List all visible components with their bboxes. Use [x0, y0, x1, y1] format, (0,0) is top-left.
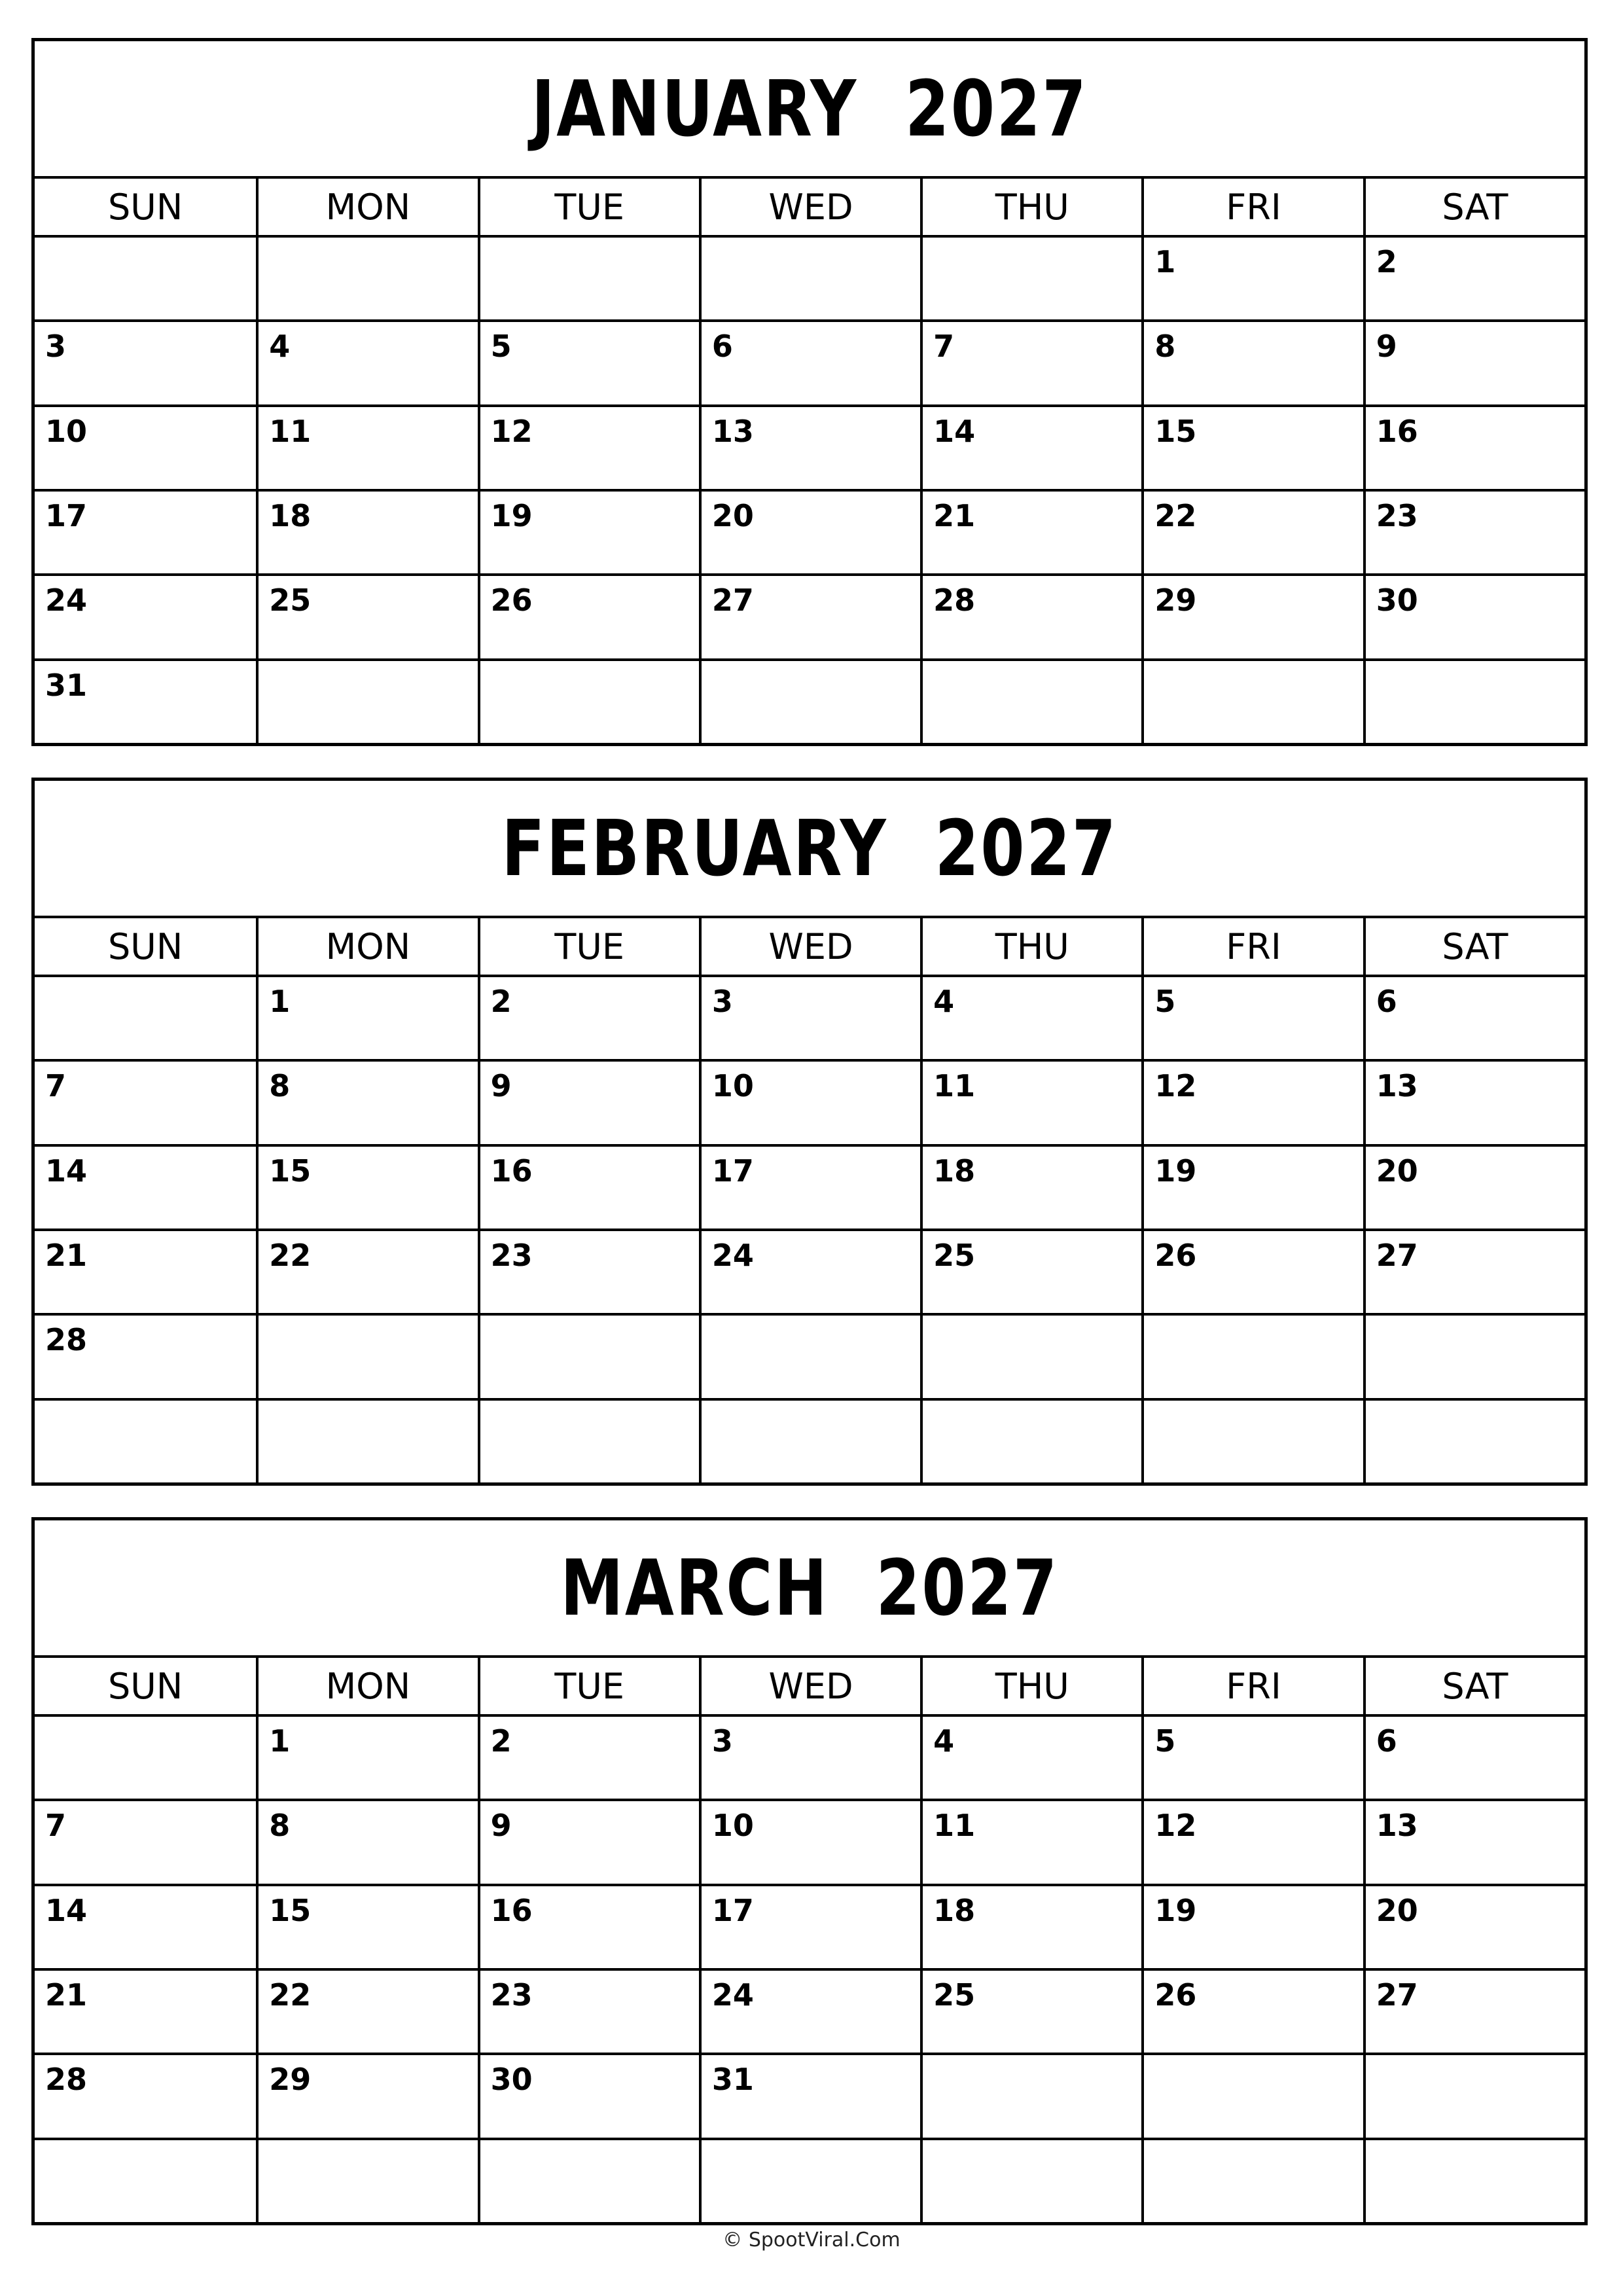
- day-cell: [1141, 319, 1363, 404]
- day-number: 1: [269, 984, 291, 1019]
- day-cell: [35, 1799, 256, 1883]
- day-number: 2: [1376, 244, 1397, 279]
- day-number: 11: [933, 1808, 976, 1844]
- day-cell: [699, 573, 920, 658]
- day-cell: [699, 1884, 920, 1968]
- day-cell: [1363, 1799, 1584, 1883]
- day-number: 9: [1376, 329, 1397, 365]
- day-cell: [1363, 1313, 1584, 1397]
- weekday-header: FRI: [1141, 1655, 1363, 1714]
- day-cell: [1141, 1059, 1363, 1143]
- day-number: 9: [490, 1068, 512, 1104]
- day-cell: [699, 975, 920, 1059]
- day-cell: [920, 489, 1141, 573]
- day-number: 14: [45, 1892, 88, 1928]
- day-cell: [1141, 1799, 1363, 1883]
- month-title: MARCH 2027: [560, 1543, 1059, 1633]
- day-cell: [920, 975, 1141, 1059]
- weekday-header: SUN: [35, 176, 256, 235]
- day-number: 8: [269, 1068, 291, 1104]
- day-cell: [478, 2138, 699, 2222]
- day-number: 3: [711, 984, 733, 1019]
- day-number: 20: [1376, 1892, 1418, 1928]
- day-number: 26: [1154, 1237, 1197, 1273]
- day-cell: [1141, 1229, 1363, 1313]
- weekday-header: SUN: [35, 1655, 256, 1714]
- day-cell: [1141, 404, 1363, 489]
- day-number: 16: [490, 1892, 533, 1928]
- day-number: 18: [269, 497, 312, 533]
- day-number: 20: [711, 497, 754, 533]
- day-number: 22: [1154, 497, 1197, 533]
- day-cell: [256, 1714, 477, 1799]
- day-number: 27: [1376, 1237, 1418, 1273]
- day-number: 1: [269, 1723, 291, 1759]
- day-number: 22: [269, 1237, 312, 1273]
- day-cell: [256, 658, 477, 743]
- day-cell: [35, 573, 256, 658]
- day-cell: [478, 2053, 699, 2137]
- day-number: 18: [933, 1892, 976, 1928]
- day-number: 4: [269, 329, 291, 365]
- day-number: 3: [45, 329, 67, 365]
- day-number: 1: [1154, 244, 1176, 279]
- day-cell: [478, 1313, 699, 1397]
- day-cell: [478, 1398, 699, 1482]
- weekday-header: TUE: [478, 176, 699, 235]
- day-number: 24: [711, 1977, 754, 2013]
- day-cell: [1363, 658, 1584, 743]
- day-cell: [1141, 975, 1363, 1059]
- weekday-header: THU: [920, 176, 1141, 235]
- day-number: 27: [1376, 1977, 1418, 2013]
- day-cell: [35, 1144, 256, 1229]
- day-cell: [920, 1799, 1141, 1883]
- day-number: 21: [45, 1977, 88, 2013]
- weekday-header: MON: [256, 176, 477, 235]
- day-number: 7: [933, 329, 955, 365]
- day-cell: [1363, 2138, 1584, 2222]
- month-calendar: [31, 38, 1588, 746]
- day-cell: [699, 489, 920, 573]
- day-number: 30: [490, 2062, 533, 2098]
- day-cell: [478, 489, 699, 573]
- day-cell: [256, 1884, 477, 1968]
- day-cell: [699, 1059, 920, 1143]
- day-number: 6: [711, 329, 733, 365]
- day-number: 2: [490, 1723, 512, 1759]
- day-cell: [920, 1884, 1141, 1968]
- day-cell: [920, 1398, 1141, 1482]
- day-cell: [256, 1398, 477, 1482]
- day-cell: [1141, 1144, 1363, 1229]
- day-cell: [478, 1714, 699, 1799]
- day-number: 17: [45, 497, 88, 533]
- weekday-header: TUE: [478, 1655, 699, 1714]
- day-cell: [478, 1059, 699, 1143]
- weekday-header: THU: [920, 916, 1141, 975]
- day-cell: [256, 1313, 477, 1397]
- weekday-header: TUE: [478, 916, 699, 975]
- day-cell: [256, 1059, 477, 1143]
- day-number: 3: [711, 1723, 733, 1759]
- day-cell: [478, 1884, 699, 1968]
- day-number: 6: [1376, 984, 1397, 1019]
- footer-copyright: © SpootViral.Com: [722, 2229, 901, 2251]
- day-number: 12: [490, 413, 533, 449]
- day-number: 23: [490, 1237, 533, 1273]
- day-cell: [1363, 319, 1584, 404]
- day-number: 27: [711, 583, 754, 619]
- day-number: 28: [933, 583, 976, 619]
- day-cell: [256, 2053, 477, 2137]
- day-cell: [35, 1229, 256, 1313]
- day-number: 26: [490, 583, 533, 619]
- day-number: 11: [933, 1068, 976, 1104]
- day-cell: [920, 319, 1141, 404]
- day-cell: [1141, 1398, 1363, 1482]
- day-number: 5: [1154, 1723, 1176, 1759]
- day-number: 8: [1154, 329, 1176, 365]
- day-number: 5: [1154, 984, 1176, 1019]
- day-cell: [699, 1144, 920, 1229]
- day-cell: [1363, 975, 1584, 1059]
- day-number: 4: [933, 1723, 955, 1759]
- day-cell: [1363, 2053, 1584, 2137]
- day-cell: [256, 489, 477, 573]
- day-number: 25: [933, 1237, 976, 1273]
- weekday-header: MON: [256, 916, 477, 975]
- day-cell: [699, 1313, 920, 1397]
- day-cell: [699, 1229, 920, 1313]
- weekday-header: SAT: [1363, 176, 1584, 235]
- weekday-header: SAT: [1363, 916, 1584, 975]
- day-cell: [1363, 1398, 1584, 1482]
- day-cell: [1141, 573, 1363, 658]
- day-cell: [920, 658, 1141, 743]
- day-number: 14: [45, 1153, 88, 1189]
- day-cell: [1363, 489, 1584, 573]
- day-cell: [1141, 1968, 1363, 2053]
- day-cell: [920, 404, 1141, 489]
- day-cell: [699, 2053, 920, 2137]
- day-number: 30: [1376, 583, 1418, 619]
- day-cell: [35, 975, 256, 1059]
- day-cell: [35, 2053, 256, 2137]
- month-calendar: [31, 1517, 1588, 2225]
- day-number: 13: [1376, 1808, 1418, 1844]
- day-cell: [35, 658, 256, 743]
- day-number: 19: [1154, 1153, 1197, 1189]
- day-cell: [478, 235, 699, 319]
- day-number: 13: [1376, 1068, 1418, 1104]
- day-cell: [1141, 1884, 1363, 1968]
- day-cell: [35, 1313, 256, 1397]
- weekday-header: MON: [256, 1655, 477, 1714]
- day-cell: [1363, 1968, 1584, 2053]
- day-cell: [478, 1968, 699, 2053]
- day-number: 16: [490, 1153, 533, 1189]
- day-cell: [920, 573, 1141, 658]
- day-number: 15: [269, 1892, 312, 1928]
- day-number: 18: [933, 1153, 976, 1189]
- day-cell: [1363, 1714, 1584, 1799]
- day-number: 28: [45, 1322, 88, 1358]
- day-number: 17: [711, 1153, 754, 1189]
- weekday-header: WED: [699, 1655, 920, 1714]
- day-number: 31: [711, 2062, 754, 2098]
- day-number: 19: [490, 497, 533, 533]
- day-cell: [1363, 1059, 1584, 1143]
- day-cell: [35, 1398, 256, 1482]
- day-cell: [699, 1968, 920, 2053]
- day-number: 23: [1376, 497, 1418, 533]
- day-cell: [920, 1714, 1141, 1799]
- day-number: 11: [269, 413, 312, 449]
- day-number: 7: [45, 1068, 67, 1104]
- day-cell: [478, 1799, 699, 1883]
- day-cell: [478, 975, 699, 1059]
- day-number: 28: [45, 2062, 88, 2098]
- day-number: 7: [45, 1808, 67, 1844]
- weekday-header: WED: [699, 916, 920, 975]
- day-number: 21: [933, 497, 976, 533]
- day-cell: [920, 1144, 1141, 1229]
- day-cell: [256, 1229, 477, 1313]
- weekday-header: SAT: [1363, 1655, 1584, 1714]
- day-cell: [920, 1059, 1141, 1143]
- day-cell: [256, 319, 477, 404]
- day-cell: [920, 235, 1141, 319]
- day-cell: [256, 1144, 477, 1229]
- day-cell: [478, 404, 699, 489]
- day-number: 8: [269, 1808, 291, 1844]
- weekday-header: FRI: [1141, 176, 1363, 235]
- month-title: FEBRUARY 2027: [501, 803, 1118, 893]
- day-cell: [1141, 2138, 1363, 2222]
- day-number: 25: [269, 583, 312, 619]
- day-number: 25: [933, 1977, 976, 2013]
- day-cell: [699, 2138, 920, 2222]
- day-number: 9: [490, 1808, 512, 1844]
- day-number: 12: [1154, 1068, 1197, 1104]
- day-cell: [920, 2053, 1141, 2137]
- day-cell: [1141, 489, 1363, 573]
- day-cell: [256, 573, 477, 658]
- day-cell: [478, 1229, 699, 1313]
- day-number: 4: [933, 984, 955, 1019]
- day-cell: [35, 1059, 256, 1143]
- day-cell: [256, 1968, 477, 2053]
- day-cell: [1363, 573, 1584, 658]
- day-number: 24: [45, 583, 88, 619]
- day-cell: [35, 404, 256, 489]
- day-number: 19: [1154, 1892, 1197, 1928]
- day-cell: [35, 2138, 256, 2222]
- day-cell: [699, 319, 920, 404]
- day-cell: [920, 1313, 1141, 1397]
- day-cell: [920, 1229, 1141, 1313]
- day-number: 21: [45, 1237, 88, 1273]
- day-number: 10: [45, 413, 88, 449]
- weekday-header: WED: [699, 176, 920, 235]
- day-cell: [478, 573, 699, 658]
- month-title: JANUARY 2027: [531, 63, 1088, 154]
- day-number: 15: [269, 1153, 312, 1189]
- day-cell: [699, 404, 920, 489]
- weekday-header: FRI: [1141, 916, 1363, 975]
- day-number: 12: [1154, 1808, 1197, 1844]
- weekday-header: SUN: [35, 916, 256, 975]
- day-cell: [1363, 1144, 1584, 1229]
- day-number: 17: [711, 1892, 754, 1928]
- day-number: 13: [711, 413, 754, 449]
- day-cell: [35, 489, 256, 573]
- day-cell: [478, 1144, 699, 1229]
- day-cell: [256, 404, 477, 489]
- day-cell: [1363, 1884, 1584, 1968]
- day-number: 15: [1154, 413, 1197, 449]
- day-number: 29: [269, 2062, 312, 2098]
- day-cell: [699, 1714, 920, 1799]
- day-cell: [35, 1714, 256, 1799]
- day-number: 31: [45, 667, 88, 703]
- day-number: 24: [711, 1237, 754, 1273]
- day-number: 22: [269, 1977, 312, 2013]
- weekday-header: THU: [920, 1655, 1141, 1714]
- day-cell: [35, 1968, 256, 2053]
- day-number: 23: [490, 1977, 533, 2013]
- day-cell: [1141, 658, 1363, 743]
- day-cell: [920, 2138, 1141, 2222]
- day-cell: [699, 235, 920, 319]
- day-cell: [256, 975, 477, 1059]
- day-cell: [1141, 1313, 1363, 1397]
- day-cell: [1141, 235, 1363, 319]
- day-number: 6: [1376, 1723, 1397, 1759]
- day-number: 20: [1376, 1153, 1418, 1189]
- day-cell: [699, 1799, 920, 1883]
- day-cell: [35, 319, 256, 404]
- day-number: 26: [1154, 1977, 1197, 2013]
- day-cell: [478, 658, 699, 743]
- day-number: 16: [1376, 413, 1418, 449]
- day-cell: [256, 2138, 477, 2222]
- day-cell: [478, 319, 699, 404]
- day-cell: [1141, 2053, 1363, 2137]
- day-number: 10: [711, 1808, 754, 1844]
- day-cell: [256, 1799, 477, 1883]
- day-cell: [35, 235, 256, 319]
- day-number: 2: [490, 984, 512, 1019]
- day-number: 14: [933, 413, 976, 449]
- day-cell: [35, 1884, 256, 1968]
- day-cell: [1363, 1229, 1584, 1313]
- day-number: 10: [711, 1068, 754, 1104]
- day-cell: [1363, 404, 1584, 489]
- day-cell: [920, 1968, 1141, 2053]
- day-number: 5: [490, 329, 512, 365]
- day-cell: [1363, 235, 1584, 319]
- day-number: 29: [1154, 583, 1197, 619]
- day-cell: [1141, 1714, 1363, 1799]
- day-cell: [699, 658, 920, 743]
- day-cell: [699, 1398, 920, 1482]
- day-cell: [256, 235, 477, 319]
- month-calendar: [31, 778, 1588, 1486]
